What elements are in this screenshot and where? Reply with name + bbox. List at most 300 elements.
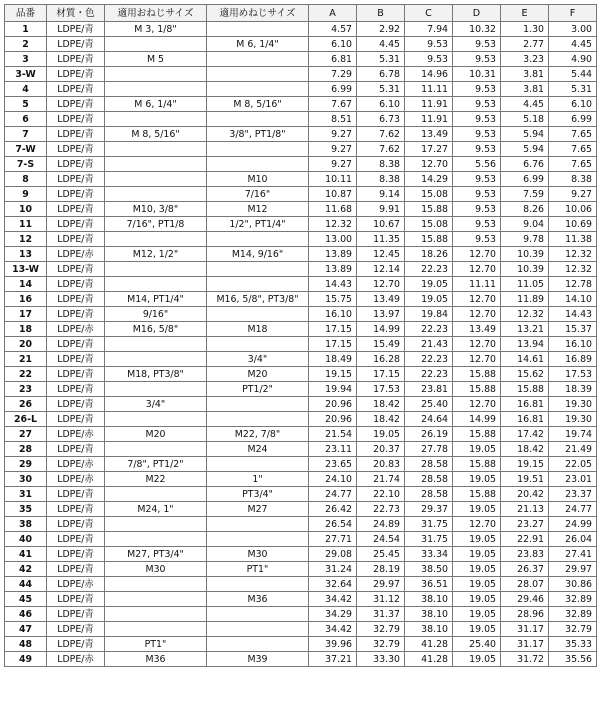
material-cell: LDPE/青 (47, 232, 105, 247)
e-cell: 16.81 (501, 412, 549, 427)
d-cell: 9.53 (453, 97, 501, 112)
a-cell: 24.77 (309, 487, 357, 502)
b-cell: 32.79 (357, 637, 405, 652)
table-row (5, 412, 597, 427)
e-cell: 1.30 (501, 22, 549, 37)
material-cell: LDPE/青 (47, 262, 105, 277)
a-cell: 14.43 (309, 277, 357, 292)
d-cell: 10.31 (453, 67, 501, 82)
header-a: A (309, 5, 357, 22)
b-cell: 13.97 (357, 307, 405, 322)
male-thread-cell: M16, 5/8" (105, 322, 207, 337)
material-cell: LDPE/赤 (47, 247, 105, 262)
f-cell: 32.89 (549, 607, 597, 622)
male-thread-cell: 3/4" (105, 397, 207, 412)
male-thread-cell (105, 532, 207, 547)
part-number-cell: 31 (5, 487, 47, 502)
d-cell: 19.05 (453, 577, 501, 592)
material-cell: LDPE/青 (47, 52, 105, 67)
female-thread-cell (207, 307, 309, 322)
table-row (5, 592, 597, 607)
a-cell: 12.32 (309, 217, 357, 232)
female-thread-cell: M 6, 1/4" (207, 37, 309, 52)
b-cell: 20.37 (357, 442, 405, 457)
f-cell: 7.65 (549, 157, 597, 172)
e-cell: 3.23 (501, 52, 549, 67)
part-number-cell: 20 (5, 337, 47, 352)
material-cell: LDPE/青 (47, 97, 105, 112)
table-row (5, 67, 597, 82)
female-thread-cell (207, 112, 309, 127)
female-thread-cell: 3/4" (207, 352, 309, 367)
part-number-cell: 41 (5, 547, 47, 562)
e-cell: 31.17 (501, 637, 549, 652)
d-cell: 12.70 (453, 307, 501, 322)
table-row (5, 277, 597, 292)
female-thread-cell: PT3/4" (207, 487, 309, 502)
f-cell: 19.74 (549, 427, 597, 442)
e-cell: 14.61 (501, 352, 549, 367)
e-cell: 9.78 (501, 232, 549, 247)
material-cell: LDPE/青 (47, 367, 105, 382)
a-cell: 20.96 (309, 412, 357, 427)
male-thread-cell: 7/16", PT1/8 (105, 217, 207, 232)
female-thread-cell (207, 412, 309, 427)
material-cell: LDPE/青 (47, 292, 105, 307)
c-cell: 18.26 (405, 247, 453, 262)
f-cell: 23.01 (549, 472, 597, 487)
a-cell: 21.54 (309, 427, 357, 442)
material-cell: LDPE/青 (47, 382, 105, 397)
e-cell: 20.42 (501, 487, 549, 502)
female-thread-cell (207, 607, 309, 622)
male-thread-cell (105, 157, 207, 172)
part-number-cell: 23 (5, 382, 47, 397)
header-b: B (357, 5, 405, 22)
f-cell: 17.53 (549, 367, 597, 382)
part-number-cell: 26 (5, 397, 47, 412)
material-cell: LDPE/赤 (47, 652, 105, 667)
e-cell: 22.91 (501, 532, 549, 547)
c-cell: 11.91 (405, 97, 453, 112)
female-thread-cell (207, 457, 309, 472)
b-cell: 28.19 (357, 562, 405, 577)
header-material: 材質・色 (47, 5, 105, 22)
c-cell: 38.10 (405, 592, 453, 607)
e-cell: 29.46 (501, 592, 549, 607)
e-cell: 23.83 (501, 547, 549, 562)
male-thread-cell (105, 487, 207, 502)
f-cell: 24.99 (549, 517, 597, 532)
material-cell: LDPE/青 (47, 157, 105, 172)
material-cell: LDPE/青 (47, 442, 105, 457)
d-cell: 9.53 (453, 142, 501, 157)
part-number-cell: 7-W (5, 142, 47, 157)
table-row (5, 487, 597, 502)
c-cell: 26.19 (405, 427, 453, 442)
header-part-number: 品番 (5, 5, 47, 22)
table-row (5, 322, 597, 337)
header-female-thread: 適用めねじサイズ (207, 5, 309, 22)
male-thread-cell: M36 (105, 652, 207, 667)
female-thread-cell: 1/2", PT1/4" (207, 217, 309, 232)
c-cell: 25.40 (405, 397, 453, 412)
part-number-cell: 7 (5, 127, 47, 142)
b-cell: 8.38 (357, 172, 405, 187)
material-cell: LDPE/青 (47, 622, 105, 637)
female-thread-cell: M27 (207, 502, 309, 517)
material-cell: LDPE/青 (47, 202, 105, 217)
female-thread-cell: PT1" (207, 562, 309, 577)
e-cell: 11.05 (501, 277, 549, 292)
e-cell: 6.76 (501, 157, 549, 172)
part-number-cell: 1 (5, 22, 47, 37)
material-cell: LDPE/青 (47, 82, 105, 97)
female-thread-cell (207, 157, 309, 172)
male-thread-cell: M30 (105, 562, 207, 577)
male-thread-cell (105, 622, 207, 637)
female-thread-cell (207, 142, 309, 157)
material-cell: LDPE/青 (47, 592, 105, 607)
f-cell: 29.97 (549, 562, 597, 577)
f-cell: 5.44 (549, 67, 597, 82)
material-cell: LDPE/青 (47, 397, 105, 412)
female-thread-cell (207, 232, 309, 247)
a-cell: 16.10 (309, 307, 357, 322)
d-cell: 19.05 (453, 607, 501, 622)
male-thread-cell: M12, 1/2" (105, 247, 207, 262)
a-cell: 8.51 (309, 112, 357, 127)
male-thread-cell (105, 232, 207, 247)
part-number-cell: 8 (5, 172, 47, 187)
material-cell: LDPE/青 (47, 547, 105, 562)
female-thread-cell: M30 (207, 547, 309, 562)
table-row (5, 97, 597, 112)
b-cell: 19.05 (357, 427, 405, 442)
material-cell: LDPE/赤 (47, 472, 105, 487)
c-cell: 21.43 (405, 337, 453, 352)
d-cell: 9.53 (453, 232, 501, 247)
a-cell: 26.42 (309, 502, 357, 517)
b-cell: 25.45 (357, 547, 405, 562)
f-cell: 3.00 (549, 22, 597, 37)
c-cell: 36.51 (405, 577, 453, 592)
b-cell: 8.38 (357, 157, 405, 172)
a-cell: 10.87 (309, 187, 357, 202)
part-number-cell: 47 (5, 622, 47, 637)
male-thread-cell (105, 187, 207, 202)
d-cell: 19.05 (453, 592, 501, 607)
female-thread-cell (207, 262, 309, 277)
b-cell: 31.37 (357, 607, 405, 622)
material-cell: LDPE/青 (47, 607, 105, 622)
table-row (5, 112, 597, 127)
b-cell: 14.99 (357, 322, 405, 337)
f-cell: 19.30 (549, 397, 597, 412)
table-row (5, 517, 597, 532)
c-cell: 22.23 (405, 367, 453, 382)
female-thread-cell (207, 532, 309, 547)
table-row (5, 352, 597, 367)
e-cell: 6.99 (501, 172, 549, 187)
male-thread-cell (105, 577, 207, 592)
part-number-cell: 29 (5, 457, 47, 472)
d-cell: 9.53 (453, 127, 501, 142)
header-row (5, 5, 597, 22)
f-cell: 26.04 (549, 532, 597, 547)
d-cell: 19.05 (453, 547, 501, 562)
b-cell: 9.14 (357, 187, 405, 202)
f-cell: 32.89 (549, 592, 597, 607)
a-cell: 9.27 (309, 142, 357, 157)
f-cell: 6.99 (549, 112, 597, 127)
part-number-cell: 6 (5, 112, 47, 127)
e-cell: 21.13 (501, 502, 549, 517)
part-number-cell: 3 (5, 52, 47, 67)
d-cell: 12.70 (453, 517, 501, 532)
spec-table (4, 4, 597, 667)
d-cell: 15.88 (453, 382, 501, 397)
b-cell: 7.62 (357, 142, 405, 157)
table-row (5, 607, 597, 622)
table-row (5, 82, 597, 97)
material-cell: LDPE/青 (47, 352, 105, 367)
part-number-cell: 35 (5, 502, 47, 517)
female-thread-cell: M14, 9/16" (207, 247, 309, 262)
a-cell: 9.27 (309, 157, 357, 172)
d-cell: 19.05 (453, 532, 501, 547)
part-number-cell: 3-W (5, 67, 47, 82)
c-cell: 15.08 (405, 187, 453, 202)
material-cell: LDPE/青 (47, 67, 105, 82)
f-cell: 30.86 (549, 577, 597, 592)
c-cell: 17.27 (405, 142, 453, 157)
part-number-cell: 40 (5, 532, 47, 547)
female-thread-cell (207, 67, 309, 82)
male-thread-cell: M10, 3/8" (105, 202, 207, 217)
f-cell: 16.10 (549, 337, 597, 352)
part-number-cell: 9 (5, 187, 47, 202)
a-cell: 13.89 (309, 262, 357, 277)
material-cell: LDPE/青 (47, 277, 105, 292)
part-number-cell: 13 (5, 247, 47, 262)
table-row (5, 142, 597, 157)
table-row (5, 52, 597, 67)
spec-table-container (4, 4, 596, 667)
female-thread-cell (207, 637, 309, 652)
f-cell: 4.45 (549, 37, 597, 52)
f-cell: 12.78 (549, 277, 597, 292)
e-cell: 16.81 (501, 397, 549, 412)
d-cell: 19.05 (453, 652, 501, 667)
male-thread-cell (105, 382, 207, 397)
male-thread-cell: 9/16" (105, 307, 207, 322)
a-cell: 34.42 (309, 622, 357, 637)
e-cell: 10.39 (501, 247, 549, 262)
female-thread-cell: M 8, 5/16" (207, 97, 309, 112)
c-cell: 23.81 (405, 382, 453, 397)
e-cell: 19.51 (501, 472, 549, 487)
c-cell: 41.28 (405, 637, 453, 652)
c-cell: 19.84 (405, 307, 453, 322)
material-cell: LDPE/青 (47, 532, 105, 547)
header-e: E (501, 5, 549, 22)
c-cell: 38.10 (405, 607, 453, 622)
part-number-cell: 13-W (5, 262, 47, 277)
b-cell: 5.31 (357, 52, 405, 67)
table-row (5, 127, 597, 142)
female-thread-cell: PT1/2" (207, 382, 309, 397)
table-row (5, 157, 597, 172)
c-cell: 31.75 (405, 517, 453, 532)
part-number-cell: 18 (5, 322, 47, 337)
female-thread-cell: 7/16" (207, 187, 309, 202)
a-cell: 6.10 (309, 37, 357, 52)
d-cell: 19.05 (453, 442, 501, 457)
male-thread-cell: M27, PT3/4" (105, 547, 207, 562)
c-cell: 28.58 (405, 487, 453, 502)
d-cell: 15.88 (453, 367, 501, 382)
c-cell: 11.11 (405, 82, 453, 97)
male-thread-cell (105, 262, 207, 277)
a-cell: 37.21 (309, 652, 357, 667)
female-thread-cell: 1" (207, 472, 309, 487)
b-cell: 20.83 (357, 457, 405, 472)
table-body (5, 22, 597, 667)
c-cell: 9.53 (405, 52, 453, 67)
material-cell: LDPE/青 (47, 337, 105, 352)
f-cell: 35.33 (549, 637, 597, 652)
a-cell: 23.11 (309, 442, 357, 457)
part-number-cell: 22 (5, 367, 47, 382)
f-cell: 9.27 (549, 187, 597, 202)
female-thread-cell: M22, 7/8" (207, 427, 309, 442)
male-thread-cell: M20 (105, 427, 207, 442)
f-cell: 15.37 (549, 322, 597, 337)
e-cell: 19.15 (501, 457, 549, 472)
c-cell: 13.49 (405, 127, 453, 142)
e-cell: 13.21 (501, 322, 549, 337)
e-cell: 8.26 (501, 202, 549, 217)
d-cell: 9.53 (453, 172, 501, 187)
b-cell: 15.49 (357, 337, 405, 352)
male-thread-cell (105, 172, 207, 187)
e-cell: 4.45 (501, 97, 549, 112)
material-cell: LDPE/青 (47, 412, 105, 427)
d-cell: 15.88 (453, 457, 501, 472)
male-thread-cell: M 8, 5/16" (105, 127, 207, 142)
b-cell: 29.97 (357, 577, 405, 592)
male-thread-cell (105, 37, 207, 52)
f-cell: 14.43 (549, 307, 597, 322)
e-cell: 23.27 (501, 517, 549, 532)
part-number-cell: 14 (5, 277, 47, 292)
c-cell: 38.50 (405, 562, 453, 577)
part-number-cell: 48 (5, 637, 47, 652)
male-thread-cell (105, 442, 207, 457)
d-cell: 12.70 (453, 352, 501, 367)
female-thread-cell: M24 (207, 442, 309, 457)
table-row (5, 172, 597, 187)
c-cell: 24.64 (405, 412, 453, 427)
c-cell: 38.10 (405, 622, 453, 637)
part-number-cell: 45 (5, 592, 47, 607)
f-cell: 16.89 (549, 352, 597, 367)
e-cell: 31.17 (501, 622, 549, 637)
table-row (5, 382, 597, 397)
f-cell: 27.41 (549, 547, 597, 562)
a-cell: 26.54 (309, 517, 357, 532)
b-cell: 24.89 (357, 517, 405, 532)
c-cell: 22.23 (405, 262, 453, 277)
d-cell: 9.53 (453, 112, 501, 127)
female-thread-cell: M10 (207, 172, 309, 187)
material-cell: LDPE/青 (47, 217, 105, 232)
b-cell: 11.35 (357, 232, 405, 247)
d-cell: 19.05 (453, 502, 501, 517)
male-thread-cell: M24, 1" (105, 502, 207, 517)
c-cell: 28.58 (405, 472, 453, 487)
f-cell: 21.49 (549, 442, 597, 457)
female-thread-cell: M39 (207, 652, 309, 667)
a-cell: 29.08 (309, 547, 357, 562)
a-cell: 19.94 (309, 382, 357, 397)
material-cell: LDPE/青 (47, 112, 105, 127)
d-cell: 15.88 (453, 427, 501, 442)
table-row (5, 37, 597, 52)
c-cell: 27.78 (405, 442, 453, 457)
male-thread-cell: M 6, 1/4" (105, 97, 207, 112)
a-cell: 24.10 (309, 472, 357, 487)
f-cell: 7.65 (549, 142, 597, 157)
a-cell: 17.15 (309, 322, 357, 337)
c-cell: 41.28 (405, 652, 453, 667)
a-cell: 4.57 (309, 22, 357, 37)
table-row (5, 232, 597, 247)
male-thread-cell (105, 142, 207, 157)
female-thread-cell (207, 277, 309, 292)
e-cell: 5.94 (501, 142, 549, 157)
a-cell: 9.27 (309, 127, 357, 142)
e-cell: 17.42 (501, 427, 549, 442)
female-thread-cell (207, 52, 309, 67)
e-cell: 15.88 (501, 382, 549, 397)
table-row (5, 472, 597, 487)
e-cell: 11.89 (501, 292, 549, 307)
female-thread-cell: M16, 5/8", PT3/8" (207, 292, 309, 307)
table-row (5, 502, 597, 517)
f-cell: 32.79 (549, 622, 597, 637)
a-cell: 7.29 (309, 67, 357, 82)
material-cell: LDPE/青 (47, 562, 105, 577)
b-cell: 6.78 (357, 67, 405, 82)
c-cell: 15.88 (405, 232, 453, 247)
e-cell: 18.42 (501, 442, 549, 457)
c-cell: 9.53 (405, 37, 453, 52)
a-cell: 39.96 (309, 637, 357, 652)
d-cell: 10.32 (453, 22, 501, 37)
b-cell: 5.31 (357, 82, 405, 97)
a-cell: 15.75 (309, 292, 357, 307)
d-cell: 11.11 (453, 277, 501, 292)
e-cell: 9.04 (501, 217, 549, 232)
a-cell: 10.11 (309, 172, 357, 187)
f-cell: 10.06 (549, 202, 597, 217)
c-cell: 19.05 (405, 292, 453, 307)
a-cell: 34.42 (309, 592, 357, 607)
part-number-cell: 5 (5, 97, 47, 112)
a-cell: 13.89 (309, 247, 357, 262)
